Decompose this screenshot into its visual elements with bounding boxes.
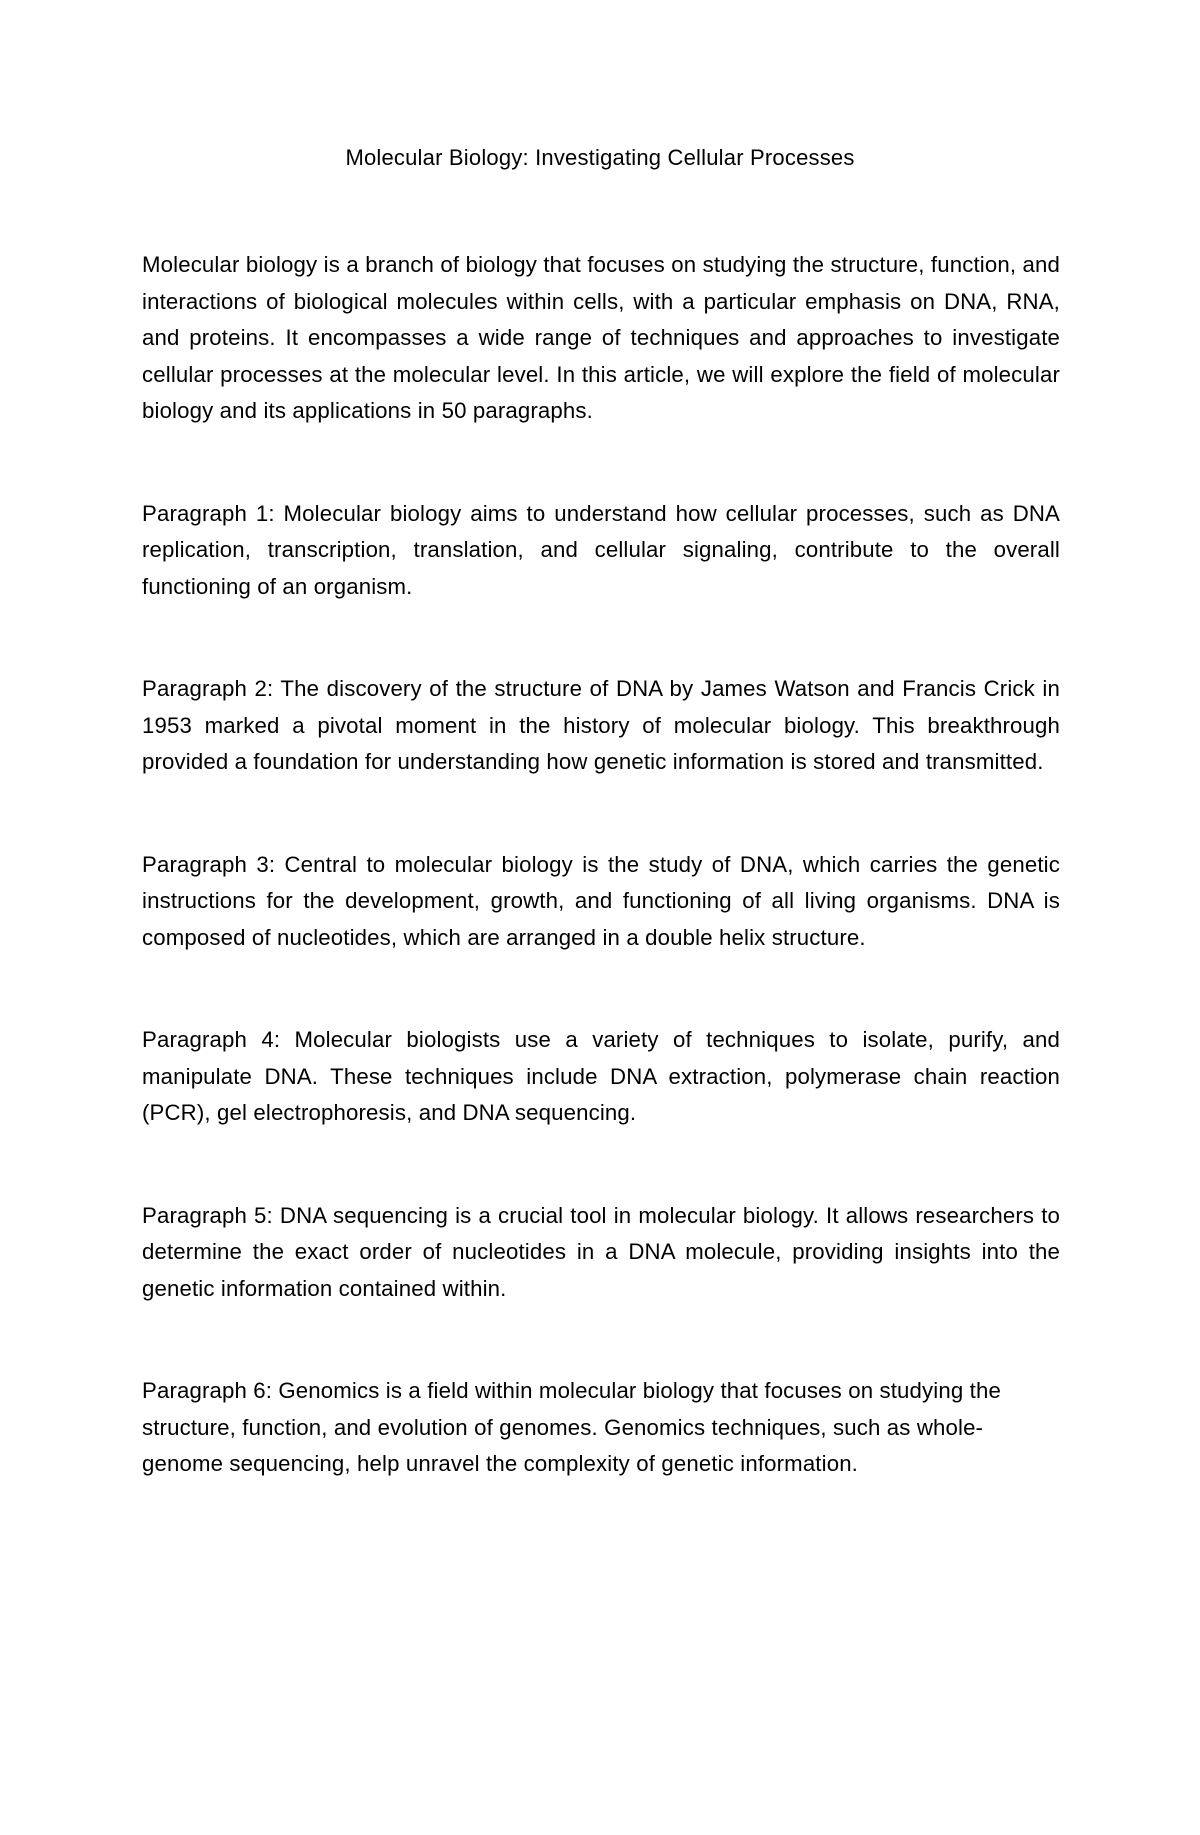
document-title: Molecular Biology: Investigating Cellular Processes: [345, 145, 855, 170]
paragraph-2: Paragraph 2: The discovery of the structure of DNA by James Watson and Francis Crick in 1953 marked a pivotal moment in the history of molecular biology. This breakthrough provided a foundation for understanding how genetic information is stored and transmitted.: [142, 676, 1060, 774]
paragraph-1: Paragraph 1: Molecular biology aims to understand how cellular processes, such as DNA replication, transcription, translation, and cellular signaling, contribute to the overall functioning of an organism.: [142, 500, 1060, 599]
paragraph-6: Paragraph 6: Genomics is a field within molecular biology that focuses on studying the structure, function, and evolution of genomes. Genomics techniques, such as whole-genome sequencing, help unravel the complexity of genetic information.: [142, 1378, 1001, 1476]
paragraph-5: Paragraph 5: DNA sequencing is a crucial tool in molecular biology. It allows researchers to determine the exact order of nucleotides in a DNA molecule, providing insights into the genetic information contained within.: [142, 1202, 1060, 1301]
paragraph-4: Paragraph 4: Molecular biologists use a variety of techniques to isolate, purify, and manipulate DNA. These techniques include DNA extraction, polymerase chain reaction (PCR), gel electrophoresis, and DNA sequencing.: [142, 1027, 1060, 1125]
paragraph-3: Paragraph 3: Central to molecular biology is the study of DNA, which carries the genetic instructions for the development, growth, and functioning of all living organisms. DNA is composed of nucleotides, which are arranged in a double helix structure.: [142, 851, 1060, 950]
document-body: [142, 247, 1060, 1549]
intro-paragraph: Molecular biology is a branch of biology that focuses on studying the structure, function, and interactions of biological molecules within cells, with a particular emphasis on DNA, RNA, and proteins. It encompasses a wide range of techniques and approaches to investigate cellular processes at the molecular level. In this article, we will explore the field of molecular biology and its applications in 50 paragraphs.: [142, 252, 1060, 423]
